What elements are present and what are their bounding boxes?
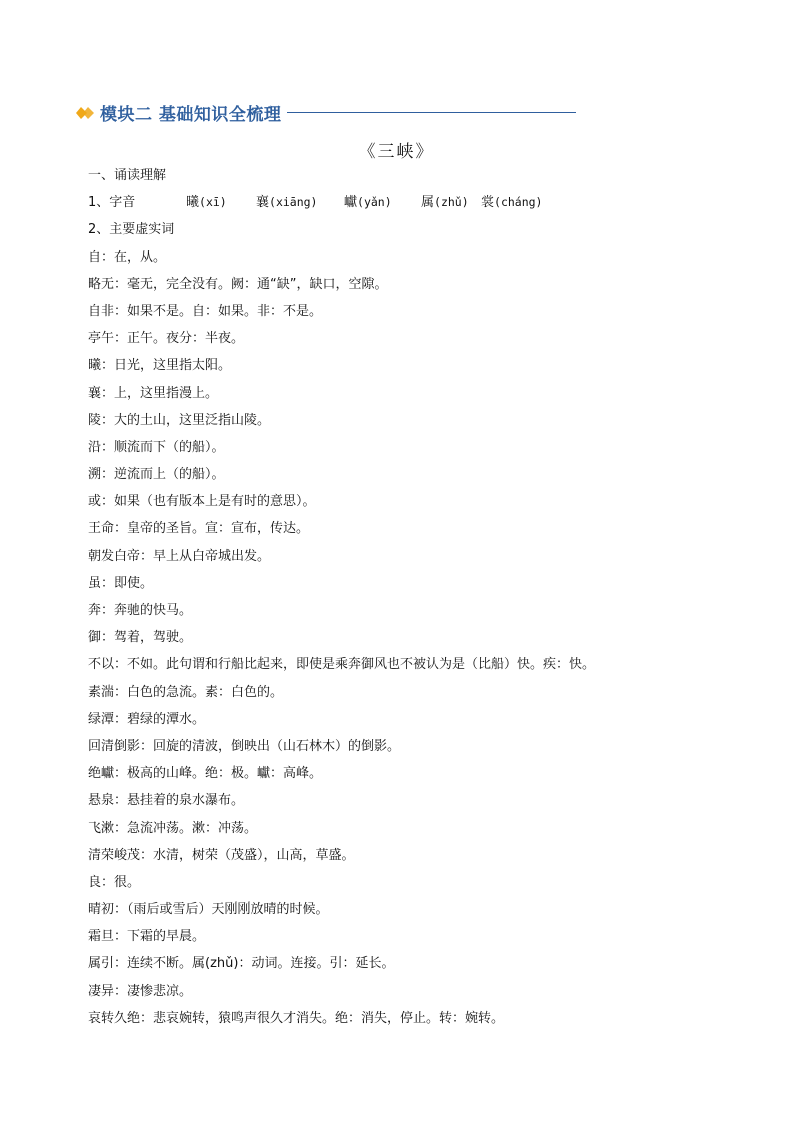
vocab-entry: 陵：大的土山，这里泛指山陵。 [88, 412, 271, 428]
vocab-entry: 绿潭：碧绿的潭水。 [88, 711, 206, 727]
vocab-entry: 绝巘：极高的山峰。绝：极。巘：高峰。 [88, 766, 323, 782]
pronunciation-item: 巘(yǎn) [344, 195, 392, 211]
vocab-entry: 虽：即使。 [88, 575, 154, 591]
vocab-entry: 飞漱：急流冲荡。漱：冲荡。 [88, 820, 258, 836]
vocab-entry: 不以：不如。此句谓和行船比起来，即使是乘奔御风也不被认为是（比船）快。疾：快。 [88, 657, 596, 673]
vocab-entry: 凄异：凄惨悲凉。 [88, 983, 193, 999]
module-divider [287, 112, 576, 113]
vocab-entry: 襄：上，这里指漫上。 [88, 385, 219, 401]
vocab-entry: 御：驾着，驾驶。 [88, 630, 193, 646]
vocab-entry: 哀转久绝：悲哀婉转，猿鸣声很久才消失。绝：消失，停止。转：婉转。 [88, 1010, 505, 1026]
vocab-entry: 略无：毫无，完全没有。阙：通“缺”，缺口，空隙。 [88, 276, 388, 292]
vocab-entry: 良：很。 [88, 874, 141, 890]
vocab-entry: 沿：顺流而下（的船）。 [88, 439, 225, 455]
vocab-entry: 王命：皇帝的圣旨。宣：宣布，传达。 [88, 521, 310, 537]
section-heading: 2、主要虚实词 [88, 222, 175, 238]
vocab-entry: 霜旦：下霜的早晨。 [88, 929, 206, 945]
vocab-entry: 朝发白帝：早上从白帝城出发。 [88, 548, 271, 564]
vocab-entry: 或：如果（也有版本上是有时的意思）。 [88, 494, 316, 510]
vocab-entry: 亭午：正午。夜分：半夜。 [88, 331, 245, 347]
content [88, 162, 728, 1032]
pronunciation-item: 襄(xiāng) [256, 195, 318, 211]
vocab-entry: 自非：如果不是。自：如果。非：不是。 [88, 303, 323, 319]
vocab-entry: 回清倒影：回旋的清波，倒映出（山石林木）的倒影。 [88, 738, 401, 754]
vocab-entry: 晴初：（雨后或雪后）天刚刚放晴的时候。 [88, 902, 329, 918]
vocab-entry: 素湍：白色的急流。素：白色的。 [88, 684, 284, 700]
vocab-entry: 奔：奔驰的快马。 [88, 603, 193, 618]
vocab-entry: 属引：连续不断。属(zhǔ)：动词。连接。引：延长。 [88, 956, 395, 972]
document-title: 《三峡》 [358, 142, 435, 162]
module-title: 模块二 基础知识全梳理 [100, 105, 282, 125]
pronunciation-item: 裳(cháng) [481, 195, 543, 211]
double-diamond-icon [76, 105, 96, 121]
vocab-entry: 曦：日光，这里指太阳。 [88, 358, 232, 374]
vocab-entry: 溯：逆流而上（的船）。 [88, 467, 225, 483]
section-heading: 一、诵读理解 [88, 168, 167, 183]
vocab-entry: 清荣峻茂：水清，树荣（茂盛），山高，草盛。 [88, 847, 355, 863]
pronunciation-item: 属(zhǔ) [421, 195, 469, 211]
pronunciation-row [88, 189, 728, 216]
vocab-entry: 自：在，从。 [88, 249, 167, 265]
pronunciation-label: 1、字音 [88, 195, 136, 211]
pronunciation-item: 曦(xī) [186, 195, 227, 211]
module-header [76, 100, 576, 125]
vocab-entry: 悬泉：悬挂着的泉水瀑布。 [88, 793, 245, 809]
